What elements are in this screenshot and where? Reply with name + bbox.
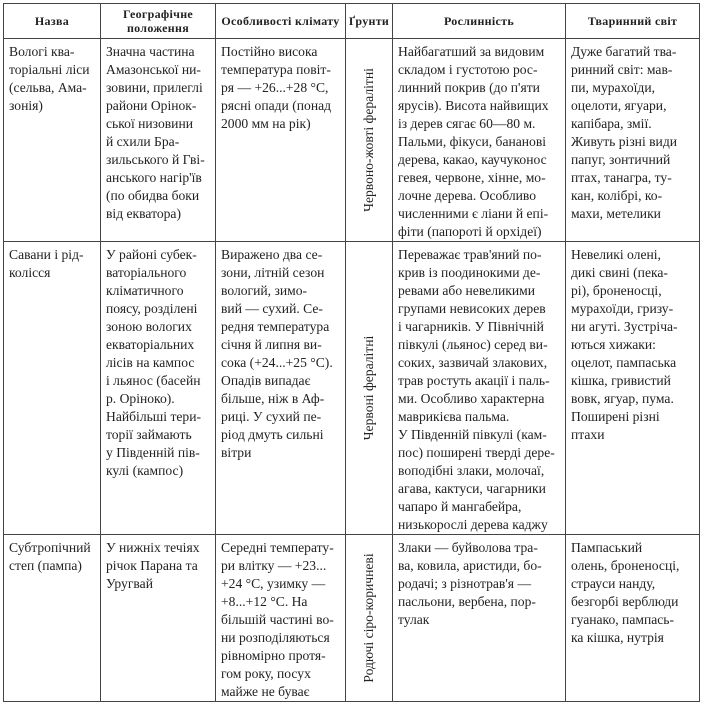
text-line: (по обидва боки bbox=[106, 188, 200, 203]
text-line: із дерев сягає 60—80 м. bbox=[398, 116, 536, 131]
text-line: Невеликі олені, bbox=[571, 247, 661, 262]
text-line: численними є ліани й епі- bbox=[398, 206, 549, 221]
text-line: кішка, гривистий bbox=[571, 373, 671, 388]
cell-name bbox=[4, 39, 101, 242]
text-line: зильського й Гві- bbox=[106, 152, 205, 167]
fauna-text bbox=[566, 242, 699, 444]
text-line: родачі; з різнотрав'я — bbox=[398, 576, 532, 591]
vegetation-text bbox=[393, 535, 565, 629]
text-line: ваторіального bbox=[106, 265, 187, 280]
text-line: сока (+24...+25 °С). bbox=[221, 355, 333, 370]
cell-name bbox=[4, 242, 101, 535]
text-line: степ (пампа) bbox=[9, 558, 82, 573]
text-line: вовк, ягуар, пума. bbox=[571, 391, 674, 406]
text-line: поясу, розділені bbox=[106, 301, 198, 316]
text-line: маврикієва пальма. bbox=[398, 409, 510, 424]
text-line: дикі свині (пека- bbox=[571, 265, 668, 280]
text-line: ревами або невеликими bbox=[398, 283, 536, 298]
text-line: Савани і рід- bbox=[9, 247, 84, 262]
text-line: низькорослі дерева каджу bbox=[398, 517, 548, 532]
text-line: ринний світ: мав- bbox=[571, 62, 673, 77]
text-line: зовини, прилеглі bbox=[106, 80, 203, 95]
text-line: ярусів). Висота найвищих bbox=[398, 98, 549, 113]
text-line: ря — +26...+28 °С, bbox=[221, 80, 329, 95]
table-row bbox=[4, 535, 700, 702]
text-line: анського нагір'їв bbox=[106, 170, 202, 185]
text-line: +24 °С, узимку — bbox=[221, 576, 326, 591]
soil-type-label: Червоно-жовті фералітні bbox=[361, 68, 376, 212]
location-text bbox=[101, 39, 215, 223]
cell-location bbox=[101, 242, 216, 535]
cell-vegetation bbox=[393, 535, 566, 702]
text-line: ни агуті. Зустріча- bbox=[571, 319, 678, 334]
text-line: гевея, червоне, хінне, мо- bbox=[398, 170, 546, 185]
text-line: чапаро й мангабейра, bbox=[398, 499, 522, 514]
soil-type-label: Червоні фералітні bbox=[361, 335, 376, 441]
text-line: складом і густотою рос- bbox=[398, 62, 538, 77]
text-line: торіальні ліси bbox=[9, 62, 90, 77]
cell-name bbox=[4, 535, 101, 702]
text-line: кулі (кампос) bbox=[106, 463, 184, 478]
text-line: гом року, посух bbox=[221, 666, 311, 681]
cell-fauna bbox=[566, 39, 700, 242]
text-line: птах, танагра, ту- bbox=[571, 170, 672, 185]
text-line: січня й липня ви- bbox=[221, 337, 322, 352]
text-line: й схили Бра- bbox=[106, 134, 180, 149]
text-line: райони Орінок- bbox=[106, 98, 197, 113]
cell-vegetation bbox=[393, 242, 566, 535]
text-line: і чагарників. У Північній bbox=[398, 319, 544, 334]
text-line: ми. Особливо характерна bbox=[398, 391, 545, 406]
text-line: (сельва, Ама- bbox=[9, 80, 87, 95]
text-line: 2000 мм на рік) bbox=[221, 116, 311, 131]
text-line: і льянос (басейн bbox=[106, 373, 201, 388]
text-line: капібара, змії. bbox=[571, 116, 652, 131]
text-line: торії займають bbox=[106, 427, 192, 442]
text-line: зоною вологих bbox=[106, 319, 192, 334]
text-line: дерева, какао, каучуконос bbox=[398, 152, 547, 167]
text-line: півкулі (льянос) серед ви- bbox=[398, 337, 548, 352]
text-line: рясні опади (понад bbox=[221, 98, 332, 113]
soil-type-label: Родючі сіро-коричневі bbox=[361, 553, 376, 683]
text-line: фіти (папороті й орхідеї) bbox=[398, 224, 542, 239]
text-line: Вологі ква- bbox=[9, 44, 75, 59]
fauna-text bbox=[566, 39, 699, 223]
text-line: Пампаський bbox=[571, 540, 643, 555]
header-location: Географічне положення bbox=[101, 4, 216, 39]
text-line: пасльони, вербена, пор- bbox=[398, 594, 536, 609]
header-vegetation: Рослинність bbox=[393, 4, 566, 39]
text-line: безгорбі верблюди bbox=[571, 594, 679, 609]
cell-fauna bbox=[566, 242, 700, 535]
cell-soil bbox=[346, 242, 393, 535]
cell-location bbox=[101, 39, 216, 242]
vegetation-text bbox=[393, 39, 565, 241]
text-line: птахи bbox=[571, 427, 605, 442]
text-line: екваторіальних bbox=[106, 337, 195, 352]
name-text bbox=[4, 535, 100, 575]
text-line: мурахоїди, гризу- bbox=[571, 301, 674, 316]
text-line: вологий, зимо- bbox=[221, 283, 308, 298]
text-line: майже не буває bbox=[221, 684, 310, 699]
fauna-text bbox=[566, 535, 699, 647]
text-line: папуг, зонтичний bbox=[571, 152, 671, 167]
text-line: пи, мурахоїди, bbox=[571, 80, 656, 95]
header-soil: Ґрунти bbox=[346, 4, 393, 39]
text-line: Виражено два се- bbox=[221, 247, 323, 262]
text-line: крив із поодинокими де- bbox=[398, 265, 541, 280]
text-line: страуси нанду, bbox=[571, 576, 656, 591]
cell-climate bbox=[216, 39, 346, 242]
text-line: Переважає трав'яний по- bbox=[398, 247, 542, 262]
text-line: У Південній півкулі (кам- bbox=[398, 427, 547, 442]
text-line: у Південній пів- bbox=[106, 445, 200, 460]
text-line: оцелоти, ягуари, bbox=[571, 98, 667, 113]
text-line: зонія) bbox=[9, 98, 43, 113]
text-line: Постійно висока bbox=[221, 44, 318, 59]
text-line: кліматичного bbox=[106, 283, 184, 298]
text-line: Найбагатший за видовим bbox=[398, 44, 545, 59]
text-line: махи, метелики bbox=[571, 206, 661, 221]
text-line: ри влітку — +23... bbox=[221, 558, 327, 573]
climate-text bbox=[216, 535, 345, 701]
text-line: групами невисоких дерев bbox=[398, 301, 546, 316]
text-line: колісся bbox=[9, 265, 51, 280]
text-line: Найбільші тери- bbox=[106, 409, 202, 424]
text-line: зони, літній сезон bbox=[221, 265, 325, 280]
text-line: річок Парана та bbox=[106, 558, 198, 573]
natural-zones-table bbox=[3, 3, 700, 702]
text-line: Злаки — буйволова тра- bbox=[398, 540, 538, 555]
text-line: лочне дерева. Особливо bbox=[398, 188, 537, 203]
cell-climate bbox=[216, 535, 346, 702]
cell-soil bbox=[346, 39, 393, 242]
header-fauna: Тваринний світ bbox=[566, 4, 700, 39]
text-line: линний покрив (до п'яти bbox=[398, 80, 540, 95]
text-line: олень, броненосці, bbox=[571, 558, 680, 573]
text-line: вітри bbox=[221, 445, 252, 460]
text-line: Субтропічний bbox=[9, 540, 91, 555]
text-line: гуанако, пампась- bbox=[571, 612, 675, 627]
table-row bbox=[4, 242, 700, 535]
text-line: риці. У сухий пе- bbox=[221, 409, 322, 424]
text-line: р. Оріноко). bbox=[106, 391, 175, 406]
text-line: більшій частині во- bbox=[221, 612, 334, 627]
text-line: Живуть різні види bbox=[571, 134, 678, 149]
text-line: Амазонської ни- bbox=[106, 62, 201, 77]
text-line: У нижніх течіях bbox=[106, 540, 200, 555]
text-line: Уругвай bbox=[106, 576, 153, 591]
text-line: агава, кактуси, чагарники bbox=[398, 481, 546, 496]
text-line: рівномірно протя- bbox=[221, 648, 326, 663]
text-line: соких, зазвичай злакових, bbox=[398, 355, 548, 370]
text-line: ріод дмуть сильні bbox=[221, 427, 324, 442]
text-line: У районі субек- bbox=[106, 247, 197, 262]
text-line: температура повіт- bbox=[221, 62, 331, 77]
cell-fauna bbox=[566, 535, 700, 702]
cell-soil bbox=[346, 535, 393, 702]
text-line: ються хижаки: bbox=[571, 337, 656, 352]
text-line: ської низовини bbox=[106, 116, 193, 131]
text-line: тулак bbox=[398, 612, 430, 627]
text-line: більше, ніж в Аф- bbox=[221, 391, 325, 406]
text-line: Поширені різні bbox=[571, 409, 660, 424]
name-text bbox=[4, 242, 100, 282]
header-name: Назва bbox=[4, 4, 101, 39]
cell-climate bbox=[216, 242, 346, 535]
text-line: рі), броненосці, bbox=[571, 283, 662, 298]
text-line: Пальми, фікуси, бананові bbox=[398, 134, 547, 149]
text-line: лісів на кампос bbox=[106, 355, 195, 370]
cell-vegetation bbox=[393, 39, 566, 242]
text-line: +8...+12 °С. На bbox=[221, 594, 308, 609]
text-line: Опадів випадає bbox=[221, 373, 311, 388]
text-line: ка кішка, нутрія bbox=[571, 630, 664, 645]
text-line: від екватора) bbox=[106, 206, 181, 221]
table-row bbox=[4, 39, 700, 242]
header-row bbox=[4, 4, 700, 39]
location-text bbox=[101, 242, 215, 480]
text-line: трав ростуть акації і паль- bbox=[398, 373, 550, 388]
text-line: ни розподіляються bbox=[221, 630, 330, 645]
text-line: вий — сухий. Се- bbox=[221, 301, 323, 316]
text-line: Дуже багатий тва- bbox=[571, 44, 677, 59]
text-line: кан, колібрі, ко- bbox=[571, 188, 663, 203]
name-text bbox=[4, 39, 100, 115]
text-line: пос) поширені тверді дере- bbox=[398, 445, 555, 460]
text-line: Середні температу- bbox=[221, 540, 334, 555]
climate-text bbox=[216, 242, 345, 462]
location-text bbox=[101, 535, 215, 593]
text-line: Значна частина bbox=[106, 44, 195, 59]
vegetation-text bbox=[393, 242, 565, 534]
text-line: редня температура bbox=[221, 319, 330, 334]
text-line: оцелот, пампаська bbox=[571, 355, 677, 370]
text-line: воподібні злаки, молочаї, bbox=[398, 463, 545, 478]
header-climate: Особливості клімату bbox=[216, 4, 346, 39]
text-line: ва, ковила, аристиди, бо- bbox=[398, 558, 542, 573]
cell-location bbox=[101, 535, 216, 702]
climate-text bbox=[216, 39, 345, 133]
